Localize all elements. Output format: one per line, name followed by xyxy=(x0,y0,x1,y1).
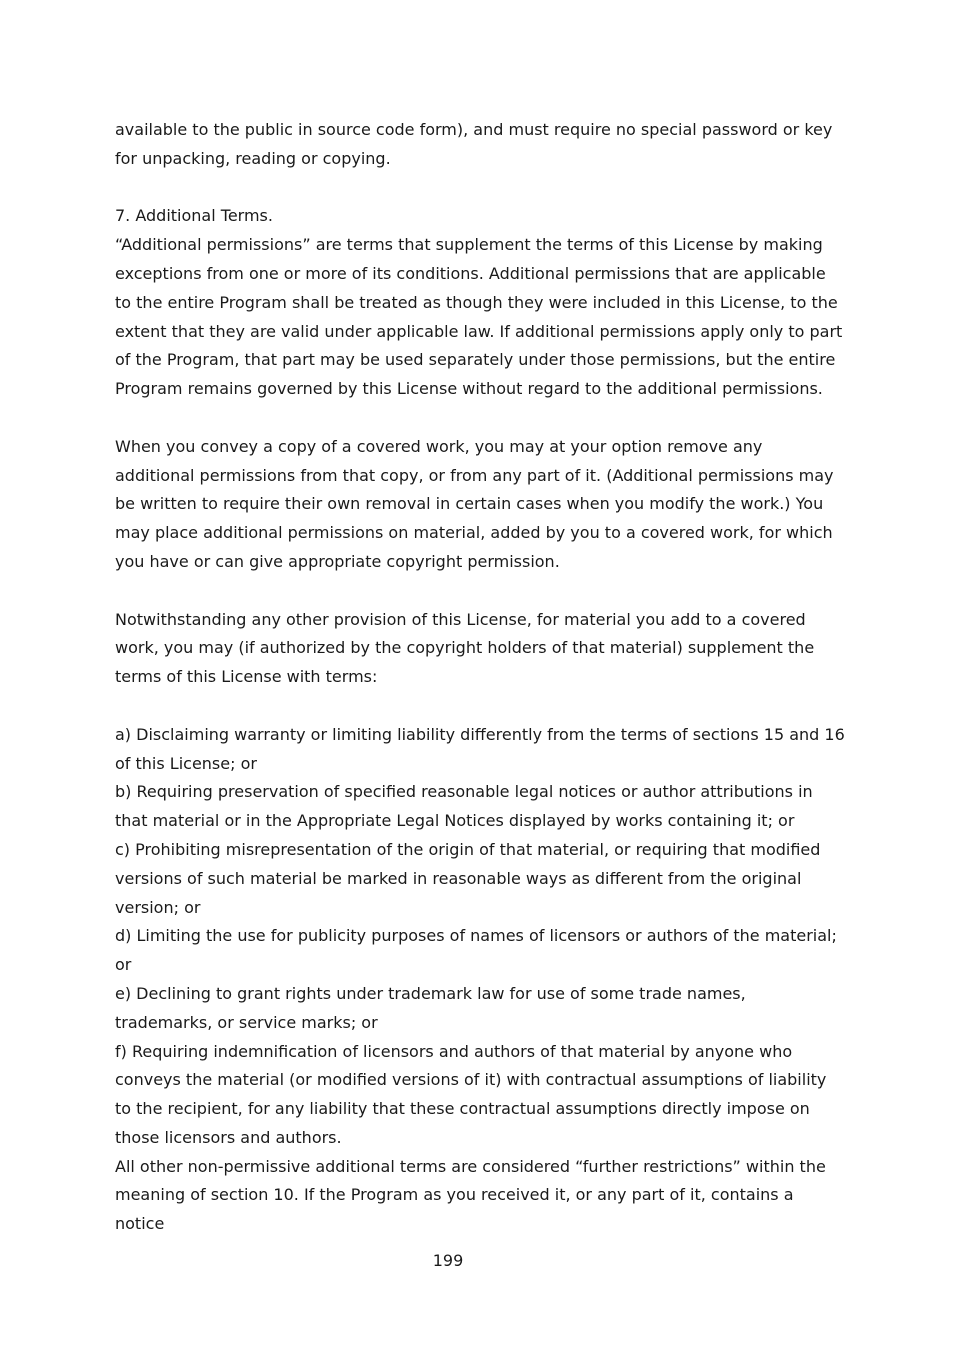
paragraph-gap xyxy=(115,692,845,721)
paragraph-additional-permissions: “Additional permissions” are terms that supplement the terms of this License by making exceptions from one or more of its conditions. Additional permissions that are applicable to the entire Program shall be treated as though they were included in this License, to the extent that they are valid under applicable law. If additional permissions apply only to part of the Program, that part may be used separately under those permissions, but the entire Program remains governed by this License without regard to the additional permissions. xyxy=(115,235,843,399)
paragraph-convey-copy: When you convey a copy of a covered work, you may at your option remove any additional permissions from that copy, or from any part of it. (Additional permissions may be written to require their own removal in certain cases when you modify the work.) You may place additional permissions on material, added by you to a covered work, for which you have or can give appropriate copyright permission. xyxy=(115,436,834,571)
paragraph-gap xyxy=(115,404,845,433)
document-body xyxy=(115,116,845,1239)
paragraph-gap xyxy=(115,174,845,203)
paragraph-further-restrictions: All other non-permissive additional terms are considered “further restrictions” within the meaning of section 10. If the Program as you received it, or any part of it, contains a notice xyxy=(115,1156,826,1234)
list-item-c: c) Prohibiting misrepresentation of the origin of that material, or requiring that modified versions of such material be marked in reasonable ways as different from the original version; or xyxy=(115,839,821,917)
paragraph-gap xyxy=(115,577,845,606)
list-item-d: d) Limiting the use for publicity purposes of names of licensors or authors of the material; or xyxy=(115,926,837,975)
paragraph-notwithstanding: Notwithstanding any other provision of this License, for material you add to a covered work, you may (if authorized by the copyright holders of that material) supplement the terms of this License with terms: xyxy=(115,609,815,687)
paragraph-source-code-clause: available to the public in source code form), and must require no special password or key for unpacking, reading or copying. xyxy=(115,120,833,168)
section-heading: 7. Additional Terms. xyxy=(115,206,273,226)
list-item-f: f) Requiring indemnification of licensors and authors of that material by anyone who conveys the material (or modified versions of it) with contractual assumptions of liability to the recipient, for any liability that these contractual assumptions directly impose on those licensors and authors. xyxy=(115,1041,827,1147)
list-item-b: b) Requiring preservation of specified reasonable legal notices or author attributions in that material or in the Appropriate Legal Notices displayed by works containing it; or xyxy=(115,782,813,831)
list-item-a: a) Disclaiming warranty or limiting liability differently from the terms of sections 15 and 16 of this License; or xyxy=(115,724,845,773)
list-item-e: e) Declining to grant rights under trademark law for use of some trade names, trademarks, or service marks; or xyxy=(115,983,746,1032)
page-number: 199 xyxy=(432,1251,464,1270)
